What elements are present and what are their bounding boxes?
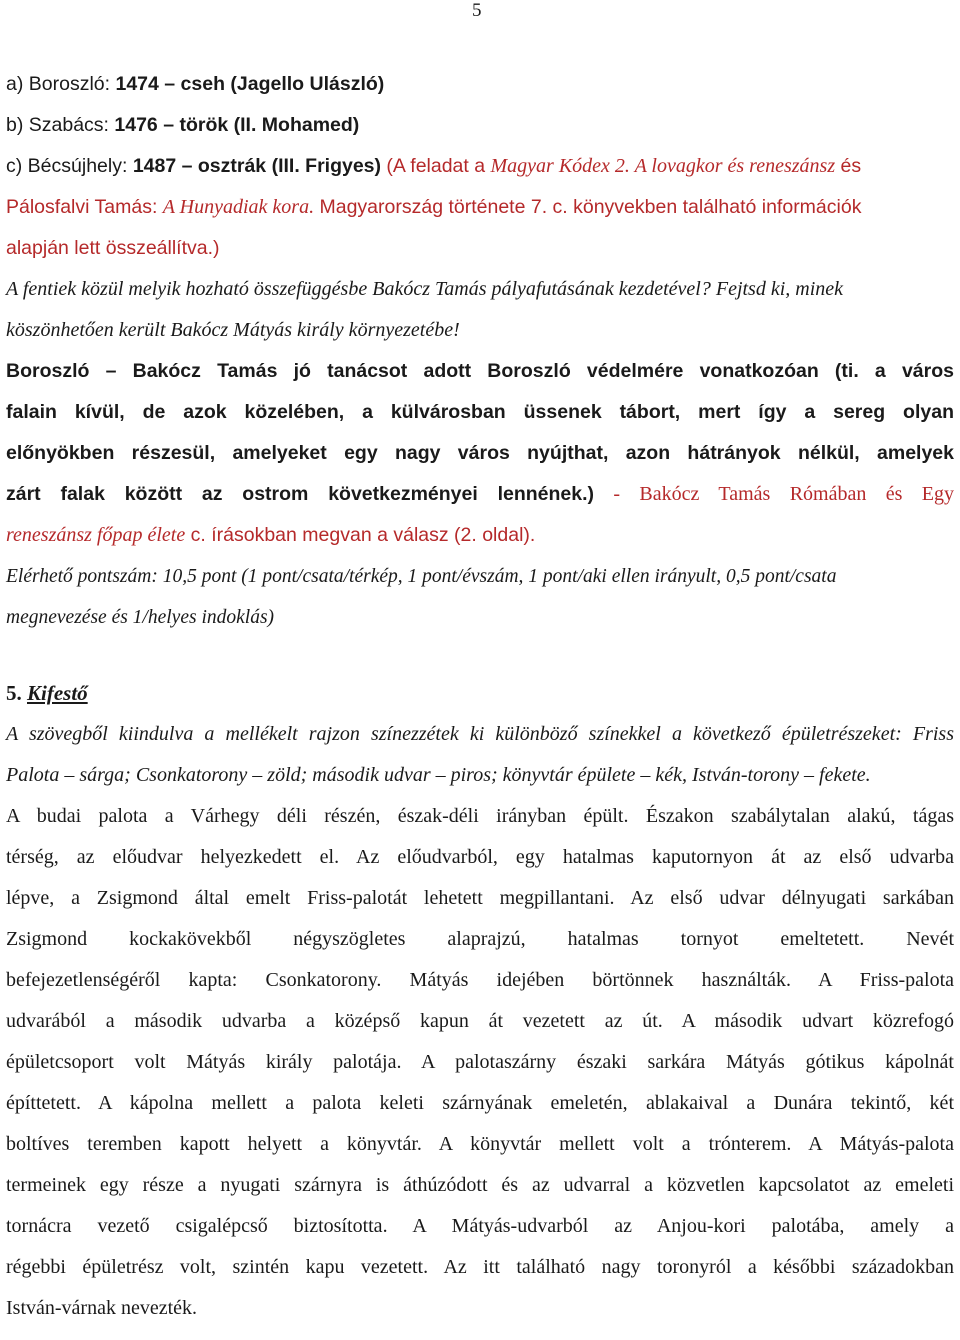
- answer-a-prefix: a) Boroszló:: [6, 73, 116, 95]
- section-gap: [6, 638, 954, 673]
- instruction-line-2: Palota – sárga; Csonkatorony – zöld; második udvar – piros; könyvtár épülete – kék, István-torony – fekete.: [6, 764, 871, 786]
- section-title: Kifestő: [27, 681, 88, 705]
- source-rest: Magyarország története 7. c. könyvekben található információk: [314, 196, 862, 218]
- section-number: 5.: [6, 681, 27, 705]
- answer-b-value: 1476 – török (II. Mohamed): [114, 114, 360, 136]
- answer-para-line-4: [6, 474, 954, 515]
- body-line: A budai palota a Várhegy déli részén, észak-déli irányban épült. Északon szabálytalan alakú, tágas: [6, 805, 954, 827]
- body-line: épületcsoport volt Mátyás király palotája. A palotaszárny északi sarkára Mátyás gótikus kápolnát: [6, 1051, 954, 1073]
- question-line-1: A fentiek közül melyik hozható összefüggésbe Bakócz Tamás pályafutásának kezdetével? Fejtsd ki, minek: [6, 278, 844, 300]
- source-note-title1: Magyar Kódex 2. A lovagkor és reneszánsz: [490, 155, 836, 177]
- answer-a-value: 1474 – cseh (Jagello Ulászló): [115, 73, 385, 95]
- source-note-start: (A feladat a: [381, 155, 491, 177]
- answer-b-prefix: b) Szabács:: [6, 114, 115, 136]
- body-line: István-várnak nevezték.: [6, 1297, 198, 1319]
- answer-para-line-2: falain kívül, de azok közelében, a külvárosban üssenek tábort, mert így a sereg olyan: [6, 401, 954, 423]
- answer-line-b: [6, 105, 954, 146]
- source-line-2: [6, 187, 954, 228]
- page-number: 5: [472, 0, 482, 21]
- answer-para-line-1: Boroszló – Bakócz Tamás jó tanácsot adott Boroszló védelmére vonatkozóan (ti. a város: [6, 360, 954, 382]
- body-line: régebbi épületrész volt, szintén kapu vezetett. Az itt található nagy toronyról a későbbi századokban: [6, 1256, 954, 1278]
- answer-line-c: [6, 146, 954, 187]
- body-line: tornácra vezető csigalépcső biztosította. A Mátyás-udvarból az Anjou-kori palotába, amely a: [6, 1215, 954, 1237]
- question-line-2: köszönhetően került Bakócz Mátyás király környezetébe!: [6, 319, 460, 341]
- body-line: térség, az előudvar helyezkedett el. Az előudvarból, egy hatalmas kaputornyon át az első udvarba: [6, 846, 954, 868]
- body-line: építtetett. A kápolna mellett a palota keleti szárnyának emeletén, ablakaival a Dunára tekintő, két: [6, 1092, 954, 1114]
- instruction-line-1: A szövegből kiindulva a mellékelt rajzon színezzétek ki különböző színekkel a következő épületrészeket: Friss: [6, 723, 954, 745]
- body-line: befejezetlenségéről kapta: Csonkatorony. Mátyás idejében börtönnek használták. A Friss-palota: [6, 969, 954, 991]
- source-title2: A Hunyadiak kora.: [162, 196, 315, 218]
- body-line: termeinek egy része a nyugati szárnyra is áthúzódott és az udvarral a közvetlen kapcsolatot az emeleti: [6, 1174, 954, 1196]
- answer-para-line-5: [6, 515, 954, 556]
- answer-c-prefix: c) Bécsújhely:: [6, 155, 133, 177]
- points-line-1: Elérhető pontszám: 10,5 pont (1 pont/csata/térkép, 1 pont/évszám, 1 pont/aki ellen irányult, 0,5 pont/csata: [6, 566, 837, 587]
- body-line: lépve, a Zsigmond által emelt Friss-palotát lehetett megpillantani. Az első udvar délnyugati sarkában: [6, 887, 954, 909]
- document-body: [6, 64, 954, 1329]
- body-line: udvarából a második udvarba a középső kapun át vezetett az út. A második udvart közrefogó: [6, 1010, 954, 1032]
- source-note-mid: és: [835, 155, 862, 177]
- source-author: Pálosfalvi Tamás:: [6, 196, 163, 218]
- answer-line-a: [6, 64, 954, 105]
- answer-para-line-3: előnyökben részesül, amelyeket egy nagy város nyújthat, azon hátrányok nélkül, amelyek: [6, 442, 954, 464]
- source-line-3: alapján lett összeállítva.): [6, 237, 220, 259]
- section-heading: [6, 673, 954, 714]
- points-line-2: megnevezése és 1/helyes indoklás): [6, 607, 275, 628]
- body-line: boltíves teremben kapott helyett a könyvtár. A könyvtár mellett volt a trónterem. A Mátyás-palota: [6, 1133, 954, 1155]
- answer-para-bold-end: zárt falak között az ostrom következményei lennének.): [6, 483, 595, 505]
- body-line: Zsigmond kockakövekből négyszögletes alaprajzú, hatalmas tornyot emeltetett. Nevét: [6, 928, 954, 950]
- answer-para-source-title: reneszánsz főpap élete: [6, 524, 186, 546]
- answer-para-source: - Bakócz Tamás Rómában és Egy: [594, 483, 954, 505]
- palace-description: [6, 796, 954, 1329]
- answer-para-source-rest: c. írásokban megvan a válasz (2. oldal).: [185, 524, 536, 546]
- answer-c-value: 1487 – osztrák (III. Frigyes): [132, 155, 382, 177]
